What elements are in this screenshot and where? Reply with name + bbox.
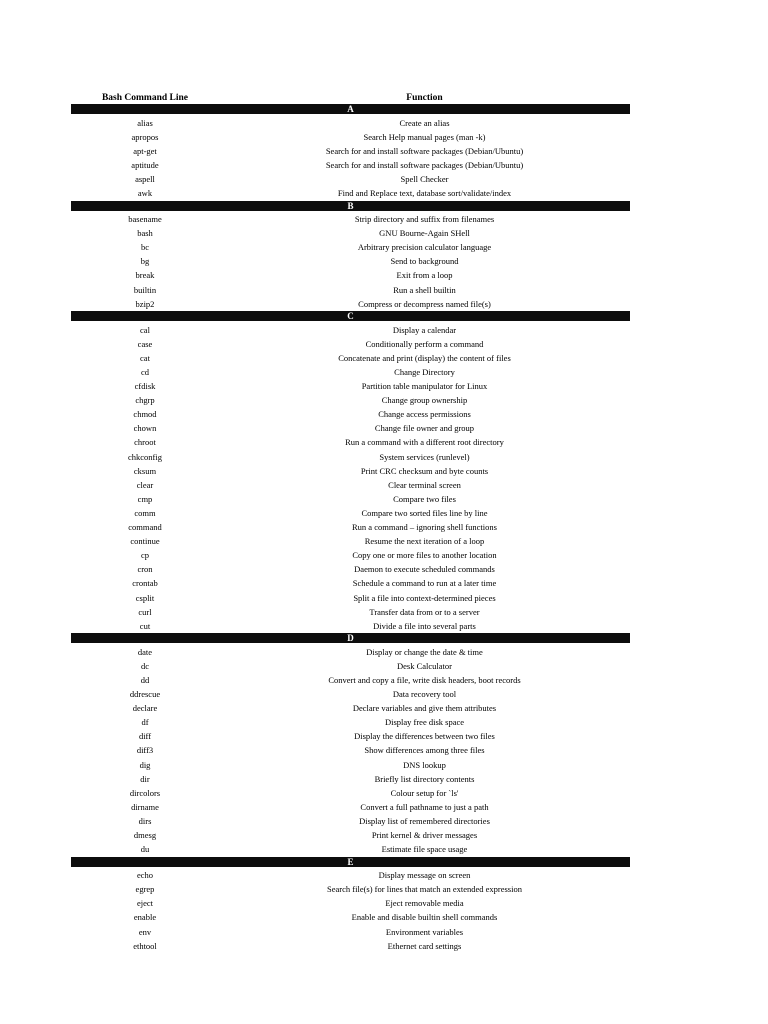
command-name: df	[141, 717, 149, 728]
table-row	[71, 435, 630, 449]
table-row	[71, 645, 630, 659]
command-function: Change group ownership	[381, 395, 468, 406]
table-row	[71, 337, 630, 351]
section-letter-band: B	[71, 201, 630, 211]
table-row	[71, 323, 630, 337]
table-row	[71, 351, 630, 365]
command-function: Send to background	[390, 256, 459, 267]
command-function: Print CRC checksum and byte counts	[360, 465, 489, 476]
table-row	[71, 365, 630, 379]
command-function: Copy one or more files to another location	[352, 550, 497, 561]
table-row	[71, 882, 630, 896]
table-row	[71, 562, 630, 576]
command-name: dmesg	[133, 830, 157, 840]
command-function: Compress or decompress named file(s)	[358, 298, 491, 309]
command-name: dc	[140, 660, 150, 671]
command-name: du	[140, 844, 150, 855]
command-name: dig	[139, 759, 151, 770]
command-function: Display a calendar	[392, 324, 457, 335]
command-name: bzip2	[135, 298, 155, 309]
command-name: comm	[134, 507, 156, 518]
command-function: Spell Checker	[400, 173, 449, 184]
command-function: Display the differences between two files	[354, 731, 495, 742]
command-name: chroot	[134, 437, 156, 448]
command-name: chkconfig	[128, 451, 162, 462]
command-name: egrep	[135, 884, 155, 895]
table-row	[71, 772, 630, 786]
command-function: Schedule a command to run at a later time	[352, 578, 497, 589]
command-name: command	[128, 522, 162, 533]
table-row	[71, 283, 630, 297]
command-name: ethtool	[133, 940, 157, 951]
section-rows	[71, 211, 630, 312]
command-name: echo	[136, 870, 154, 881]
table-header	[71, 92, 630, 104]
letter-section	[71, 201, 630, 312]
command-function: Run a shell builtin	[393, 284, 456, 295]
command-name: apropos	[131, 131, 159, 142]
command-function: Eject removable media	[385, 898, 464, 909]
command-name: bash	[137, 228, 153, 239]
table-row	[71, 520, 630, 534]
table-row	[71, 828, 630, 842]
command-name: basename	[128, 214, 162, 225]
command-function: Search Help manual pages (man -k)	[363, 131, 486, 142]
command-name: chown	[133, 423, 157, 434]
table-row	[71, 393, 630, 407]
command-function: Transfer data from or to a server	[369, 606, 480, 617]
command-function: Display list of remembered directories	[359, 815, 490, 826]
command-function: Convert a full pathname to just a path	[360, 801, 489, 812]
table-row	[71, 172, 630, 186]
command-name: cron	[137, 564, 153, 575]
command-name: bg	[140, 256, 150, 267]
table-row	[71, 743, 630, 757]
command-name: cut	[139, 620, 151, 631]
table-row	[71, 297, 630, 311]
command-function: Compare two sorted files line by line	[361, 507, 488, 518]
command-function: Estimate file space usage	[381, 844, 468, 855]
command-name: dircolors	[129, 787, 161, 798]
command-name: cat	[140, 352, 150, 363]
command-name: cal	[140, 324, 150, 335]
section-rows	[71, 114, 630, 201]
command-function: Run a command – ignoring shell functions	[352, 522, 497, 533]
section-rows	[71, 321, 630, 633]
table-row	[71, 729, 630, 743]
command-name: eject	[136, 898, 154, 909]
command-name: chgrp	[135, 395, 155, 406]
command-name: apt-get	[133, 145, 157, 156]
command-function: Create an alias	[399, 117, 450, 128]
command-name: diff	[138, 731, 152, 742]
command-function: Daemon to execute scheduled commands	[354, 564, 495, 575]
command-function: Print kernel & driver messages	[371, 830, 478, 840]
command-name: cmp	[137, 493, 153, 504]
table-row	[71, 576, 630, 590]
command-name: continue	[130, 536, 160, 547]
command-function: System services (runlevel)	[379, 451, 470, 462]
command-function: Data recovery tool	[392, 689, 457, 700]
table-row	[71, 421, 630, 435]
command-name: enable	[133, 912, 157, 923]
command-function: Clear terminal screen	[388, 479, 461, 490]
command-reference-table	[71, 92, 630, 953]
command-function: Split a file into context-determined pieces	[353, 592, 496, 603]
command-name: awk	[137, 187, 153, 198]
table-row	[71, 591, 630, 605]
table-row	[71, 800, 630, 814]
section-letter-band: C	[71, 311, 630, 321]
command-function: Run a command with a different root directory	[345, 437, 504, 448]
column-header-function: Function	[406, 93, 443, 103]
table-row	[71, 226, 630, 240]
table-row	[71, 158, 630, 172]
table-row	[71, 186, 630, 200]
table-row	[71, 687, 630, 701]
table-row	[71, 116, 630, 130]
table-row	[71, 492, 630, 506]
command-name: csplit	[135, 592, 155, 603]
command-name: break	[135, 270, 155, 281]
command-function: Ethernet card settings	[387, 940, 462, 951]
table-row	[71, 786, 630, 800]
table-row	[71, 130, 630, 144]
table-row	[71, 240, 630, 254]
table-row	[71, 814, 630, 828]
column-header-command: Bash Command Line	[101, 93, 189, 103]
section-rows	[71, 643, 630, 856]
command-name: bc	[140, 242, 150, 253]
command-name: dirname	[131, 801, 159, 812]
table-row	[71, 254, 630, 268]
table-row	[71, 910, 630, 924]
command-name: declare	[132, 703, 158, 714]
table-row	[71, 478, 630, 492]
command-function: Colour setup for `ls'	[390, 787, 459, 798]
table-row	[71, 939, 630, 953]
letter-section	[71, 104, 630, 201]
command-name: curl	[138, 606, 152, 617]
command-function: Exit from a loop	[396, 270, 453, 281]
command-function: GNU Bourne-Again SHell	[379, 228, 470, 239]
table-row	[71, 605, 630, 619]
table-row	[71, 701, 630, 715]
section-letter-band: D	[71, 633, 630, 643]
table-row	[71, 450, 630, 464]
command-name: case	[137, 338, 153, 349]
command-function: Enable and disable builtin shell commands	[351, 912, 498, 923]
command-name: dd	[140, 674, 150, 685]
command-name: aspell	[135, 173, 155, 184]
command-name: alias	[137, 117, 153, 128]
command-function: Change file owner and group	[374, 423, 475, 434]
letter-section	[71, 311, 630, 633]
command-function: Divide a file into several parts	[373, 620, 476, 631]
table-row	[71, 925, 630, 939]
command-function: Concatenate and print (display) the content of files	[338, 352, 511, 363]
command-function: Briefly list directory contents	[374, 773, 475, 784]
table-row	[71, 673, 630, 687]
table-row	[71, 506, 630, 520]
command-name: ddrescue	[129, 689, 161, 700]
command-function: Change access permissions	[378, 409, 471, 420]
command-function: Resume the next iteration of a loop	[364, 536, 485, 547]
command-name: clear	[136, 479, 154, 490]
table-row	[71, 896, 630, 910]
command-name: cp	[140, 550, 150, 561]
table-row	[71, 842, 630, 856]
table-row	[71, 868, 630, 882]
command-function: Conditionally perform a command	[365, 338, 484, 349]
table-row	[71, 534, 630, 548]
command-name: date	[137, 646, 153, 657]
command-name: cd	[140, 367, 150, 377]
command-function: Display free disk space	[384, 717, 465, 728]
command-function: DNS lookup	[403, 759, 446, 770]
command-name: chmod	[133, 409, 157, 420]
table-row	[71, 268, 630, 282]
command-function: Change Directory	[394, 367, 455, 377]
section-letter-band: A	[71, 104, 630, 114]
command-name: env	[138, 926, 152, 937]
table-body	[71, 104, 630, 953]
table-row	[71, 619, 630, 633]
command-function: Find and Replace text, database sort/validate/index	[337, 187, 512, 198]
command-function: Show differences among three files	[364, 745, 485, 756]
command-name: cfdisk	[134, 381, 156, 392]
command-name: diff3	[136, 745, 154, 756]
command-function: Search for and install software packages (Debian/Ubuntu)	[325, 145, 524, 156]
table-row	[71, 758, 630, 772]
command-name: cksum	[133, 465, 157, 476]
command-function: Partition table manipulator for Linux	[361, 381, 488, 392]
command-function: Desk Calculator	[397, 660, 452, 671]
command-function: Arbitrary precision calculator language	[357, 242, 492, 253]
section-letter-band: E	[71, 857, 630, 867]
command-name: aptitude	[131, 159, 159, 170]
command-name: builtin	[133, 284, 157, 295]
command-function: Strip directory and suffix from filenames	[354, 214, 495, 225]
command-function: Convert and copy a file, write disk headers, boot records	[328, 674, 521, 685]
table-row	[71, 464, 630, 478]
table-row	[71, 379, 630, 393]
table-row	[71, 144, 630, 158]
table-row	[71, 212, 630, 226]
command-function: Display or change the date & time	[366, 646, 483, 657]
command-function: Search file(s) for lines that match an extended expression	[327, 884, 522, 895]
command-name: dir	[140, 773, 150, 784]
letter-section	[71, 857, 630, 954]
command-function: Display message on screen	[378, 870, 471, 881]
table-row	[71, 659, 630, 673]
section-rows	[71, 867, 630, 954]
command-function: Search for and install software packages (Debian/Ubuntu)	[325, 159, 524, 170]
table-row	[71, 715, 630, 729]
command-name: dirs	[138, 815, 152, 826]
letter-section	[71, 633, 630, 856]
command-function: Declare variables and give them attributes	[352, 703, 497, 714]
command-name: crontab	[132, 578, 158, 589]
table-row	[71, 548, 630, 562]
command-function: Compare two files	[393, 493, 456, 504]
command-function: Environment variables	[385, 926, 464, 937]
table-row	[71, 407, 630, 421]
